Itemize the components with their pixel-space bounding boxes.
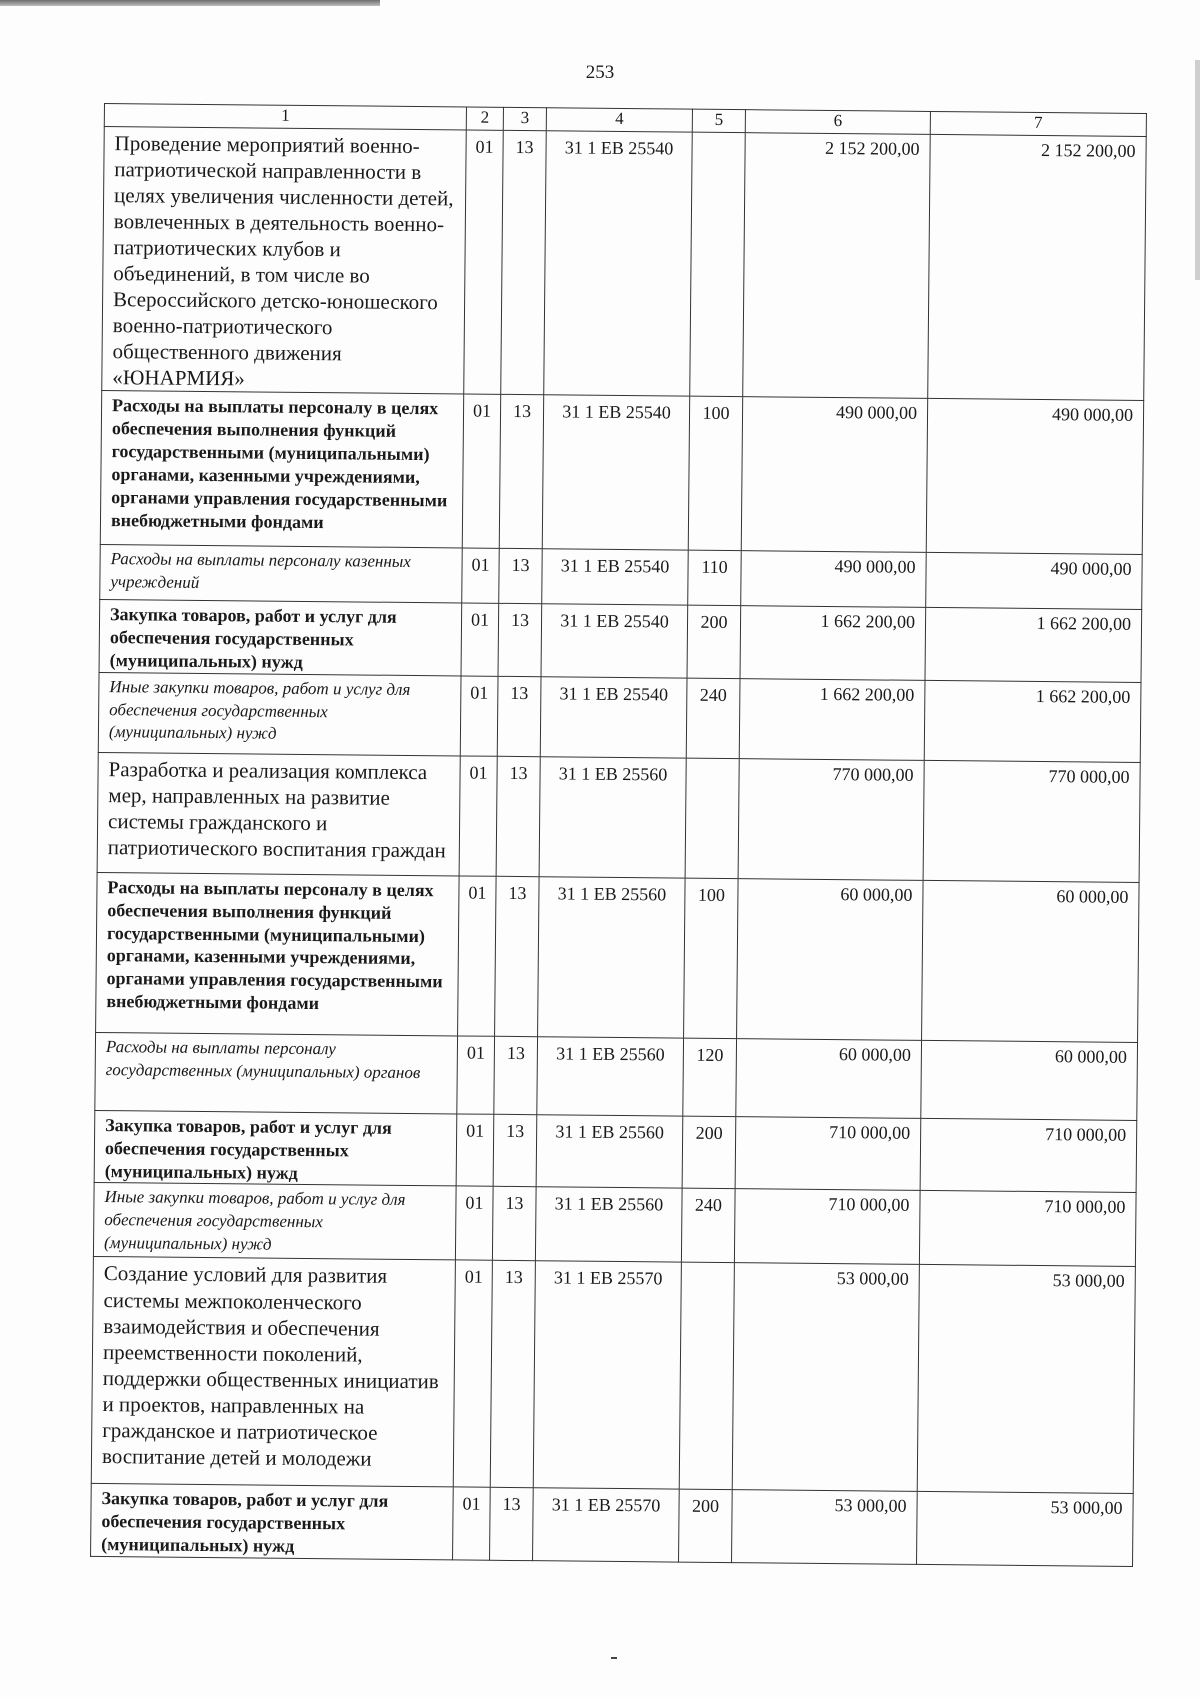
- row-description: Расходы на выплаты персоналу в целях обеспечения выполнения функций государственными (муниципальными) органами, казенными учреждениями, органами управления государственными внебюджетными фондами: [96, 872, 460, 1035]
- row-section-code: 01: [453, 1260, 492, 1487]
- row-section-code: 01: [453, 1487, 491, 1560]
- row-target-article: 31 1 ЕВ 25540: [544, 131, 693, 397]
- header-col-7: 7: [930, 111, 1146, 136]
- page-number: 253: [585, 62, 615, 83]
- table-row: [93, 1183, 1136, 1267]
- table-body: [91, 127, 1147, 1567]
- table-row: [96, 872, 1139, 1042]
- scan-edge-mark: [1195, 60, 1200, 280]
- row-subsection-code: 13: [496, 756, 540, 876]
- row-amount-col6: 60 000,00: [737, 879, 924, 1041]
- row-amount-col6: 710 000,00: [735, 1117, 921, 1191]
- row-amount-col7: 710 000,00: [919, 1191, 1136, 1267]
- table-row: [91, 1257, 1135, 1494]
- row-target-article: 31 1 ЕВ 25540: [540, 677, 687, 758]
- table-row: [91, 1484, 1134, 1567]
- row-expense-type: 120: [683, 1038, 737, 1117]
- row-amount-col7: 53 000,00: [917, 1492, 1134, 1567]
- header-col-6: 6: [745, 110, 930, 135]
- row-subsection-code: 13: [493, 1114, 537, 1187]
- row-description: Закупка товаров, работ и услуг для обеспечения государственных (муниципальных) нужд: [94, 1110, 457, 1186]
- row-description: Расходы на выплаты персоналу казенных учреждений: [100, 545, 463, 603]
- row-amount-col7: 770 000,00: [923, 760, 1140, 882]
- row-description: Расходы на выплаты персоналу государственных (муниципальных) органов: [95, 1032, 458, 1113]
- row-expense-type: [679, 1263, 734, 1490]
- table-row: [95, 1032, 1138, 1120]
- row-description: Закупка товаров, работ и услуг для обеспечения государственных (муниципальных) нужд: [91, 1484, 454, 1560]
- table-row: [99, 600, 1142, 683]
- row-description: Иные закупки товаров, работ и услуг для обеспечения государственных (муниципальных) нужд: [93, 1183, 456, 1260]
- row-description: Закупка товаров, работ и услуг для обеспечения государственных (муниципальных) нужд: [99, 600, 462, 676]
- row-section-code: 01: [462, 394, 500, 548]
- row-section-code: 01: [462, 548, 500, 603]
- row-expense-type: 240: [681, 1189, 735, 1264]
- row-section-code: 01: [459, 756, 497, 876]
- row-amount-col7: 53 000,00: [917, 1265, 1135, 1494]
- row-target-article: 31 1 ЕВ 25570: [533, 1488, 680, 1562]
- table-row: [97, 752, 1140, 882]
- row-section-code: 01: [460, 676, 498, 756]
- header-col-3: 3: [503, 107, 546, 130]
- row-description: Расходы на выплаты персоналу в целях обеспечения выполнения функций государственными (муниципальными) органами, казенными учреждениями, органами управления государственными внебюджетными фондами: [100, 391, 463, 548]
- table-row: [102, 127, 1146, 401]
- row-subsection-code: 13: [501, 130, 547, 395]
- row-amount-col6: 490 000,00: [741, 397, 927, 553]
- row-subsection-code: 13: [490, 1488, 534, 1561]
- row-section-code: 01: [458, 876, 497, 1036]
- row-target-article: 31 1 ЕВ 25540: [542, 549, 689, 605]
- row-amount-col6: 490 000,00: [741, 551, 927, 608]
- row-subsection-code: 13: [498, 604, 542, 677]
- table-row: [94, 1110, 1137, 1193]
- row-section-code: 01: [464, 130, 504, 395]
- row-subsection-code: 13: [494, 1036, 538, 1114]
- row-amount-col6: 2 152 200,00: [743, 133, 931, 399]
- scan-speck: [611, 1657, 617, 1659]
- row-description: Иные закупки товаров, работ и услуг для обеспечения государственных (муниципальных) нужд: [98, 672, 461, 755]
- row-amount-col6: 53 000,00: [732, 1263, 919, 1492]
- row-amount-col7: 710 000,00: [920, 1118, 1137, 1193]
- table-row: [98, 672, 1141, 762]
- row-target-article: 31 1 ЕВ 25560: [538, 877, 686, 1038]
- row-section-code: 01: [456, 1114, 494, 1187]
- row-expense-type: [685, 758, 739, 879]
- header-col-4: 4: [546, 108, 692, 132]
- row-expense-type: 110: [688, 550, 742, 606]
- budget-table: [90, 103, 1147, 1567]
- row-amount-col6: 710 000,00: [734, 1189, 920, 1265]
- row-target-article: 31 1 ЕВ 25560: [539, 757, 686, 878]
- row-amount-col7: 490 000,00: [926, 399, 1143, 555]
- row-target-article: 31 1 ЕВ 25560: [537, 1037, 684, 1116]
- row-description: Создание условий для развития системы межпоколенческого взаимодействия и обеспечения преемственности поколений, поддержки общественных инициатив и проектов, направленных на гражданское и патриотическое воспитание детей и молодежи: [91, 1257, 455, 1487]
- row-section-code: 01: [455, 1186, 493, 1260]
- row-expense-type: 100: [684, 878, 739, 1039]
- row-amount-col6: 60 000,00: [736, 1039, 922, 1119]
- row-section-code: 01: [461, 603, 499, 676]
- row-amount-col7: 1 662 200,00: [925, 608, 1142, 683]
- row-amount-col7: 1 662 200,00: [924, 680, 1141, 762]
- row-subsection-code: 13: [499, 395, 543, 549]
- row-expense-type: 200: [679, 1490, 733, 1563]
- row-expense-type: 100: [688, 396, 742, 551]
- row-target-article: 31 1 ЕВ 25540: [541, 604, 688, 678]
- row-target-article: 31 1 ЕВ 25560: [536, 1115, 683, 1189]
- table-row: [100, 545, 1142, 610]
- row-amount-col6: 53 000,00: [732, 1490, 918, 1564]
- row-amount-col7: 490 000,00: [926, 553, 1143, 610]
- row-amount-col6: 1 662 200,00: [740, 606, 926, 680]
- row-section-code: 01: [457, 1036, 495, 1114]
- row-subsection-code: 13: [497, 676, 541, 756]
- row-subsection-code: 13: [495, 876, 540, 1036]
- row-amount-col7: 60 000,00: [921, 1040, 1138, 1120]
- header-col-2: 2: [466, 107, 503, 130]
- row-expense-type: 200: [687, 605, 741, 678]
- row-amount-col7: 2 152 200,00: [928, 134, 1147, 400]
- row-amount-col6: 770 000,00: [738, 759, 924, 881]
- row-subsection-code: 13: [490, 1261, 535, 1488]
- row-expense-type: 240: [686, 678, 740, 759]
- row-description: Разработка и реализация комплекса мер, направленных на развитие системы гражданского и патриотического воспитания граждан: [97, 752, 460, 875]
- row-expense-type: 200: [682, 1116, 736, 1189]
- table-row: [100, 391, 1143, 555]
- row-description: Проведение мероприятий военно-патриотической направленности в целях увеличения численности детей, вовлеченных в деятельность военно-патриотических клубов и объединений, в том числе во Всероссийского детско-юношеского военно-патриотического общественного движения «ЮНАРМИЯ»: [102, 127, 467, 395]
- header-col-5: 5: [692, 109, 745, 133]
- row-expense-type: [690, 132, 746, 397]
- scan-edge-shadow: [0, 0, 380, 6]
- row-target-article: 31 1 ЕВ 25540: [542, 395, 689, 550]
- row-target-article: 31 1 ЕВ 25560: [535, 1187, 682, 1262]
- row-amount-col6: 1 662 200,00: [739, 679, 925, 761]
- row-subsection-code: 13: [499, 549, 543, 604]
- row-target-article: 31 1 ЕВ 25570: [533, 1261, 681, 1489]
- row-subsection-code: 13: [492, 1187, 536, 1261]
- row-amount-col7: 60 000,00: [922, 880, 1140, 1042]
- header-col-1: 1: [104, 104, 466, 130]
